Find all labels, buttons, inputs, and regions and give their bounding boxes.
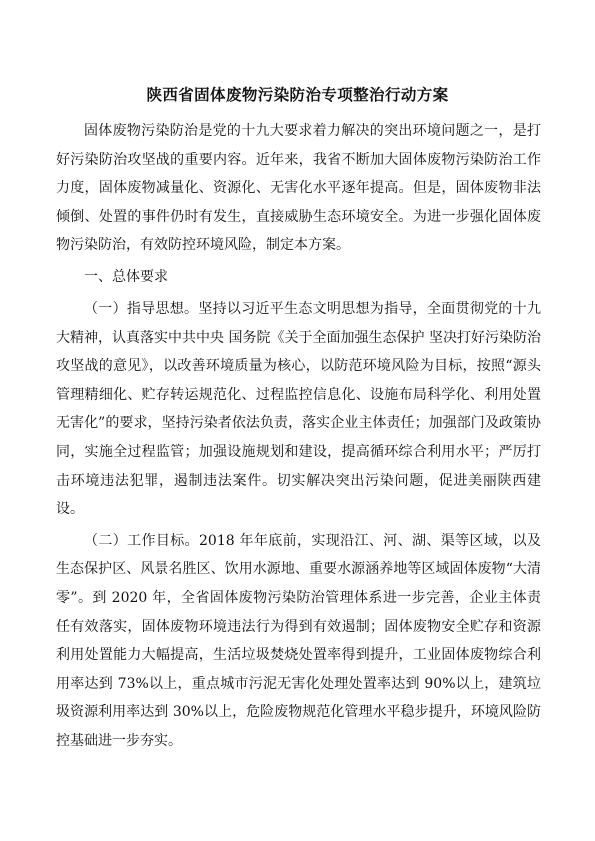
document-body [56,117,541,758]
intro-paragraph: 固体废物污染防治是党的十九大要求着力解决的突出环境问题之一，是打好污染防治攻坚战的重要内容。近年来，我省不断加大固体废物污染防治工作力度，固体废物减量化、资源化、无害化水平逐年提高。但是，固体废物非法倾倒、处置的事件仍时有发生，直接威胁生态环境安全。为进一步强化固体废物污染防治，有效防控环境风险，制定本方案。 [56,123,541,254]
work-goals-paragraph: （二）工作目标。2018 年年底前，实现沿江、河、湖、渠等区域，以及生态保护区、风景名胜区、饮用水源地、重要水源涵养地等区域固体废物“大清零”。到 2020 年，全省固体废物污染防治管理体系进一步完善，企业主体责任有效落实，固体废物环境违法行为得到有效遏制；固体废物安全贮存和资源利用处置能力大幅提高，生活垃圾焚烧处置率得到提升，工业固体废物综合利用率达到 73%以上，重点城市污泥无害化处理处置率达到 90%以上，建筑垃圾资源利用率达到 30%以上，危险废物规范化管理水平稳步提升，环境风险防控基础进一步夯实。 [56,532,541,749]
guiding-ideology-paragraph: （一）指导思想。坚持以习近平生态文明思想为指导，全面贯彻党的十九大精神，认真落实中共中央 国务院《关于全面加强生态保护 坚决打好污染防治攻坚战的意见》，以改善环境质量为核心，以防范环境风险为目标，按照“源头管理精细化、贮存转运规范化、过程监控信息化、设施布局科学化、利用处置无害化”的要求，坚持污染者依法负责，落实企业主体责任；加强部门及政策协同，实施全过程监管；加强设施规划和建设，提高循环综合利用水平；严厉打击环境违法犯罪，遏制违法案件。切实解决突出污染问题，促进美丽陕西建设。 [56,300,541,518]
section-heading-general-requirements: 一、总体要求 [84,268,168,285]
document-title: 陕西省固体废物污染防治专项整治行动方案 [146,86,449,104]
